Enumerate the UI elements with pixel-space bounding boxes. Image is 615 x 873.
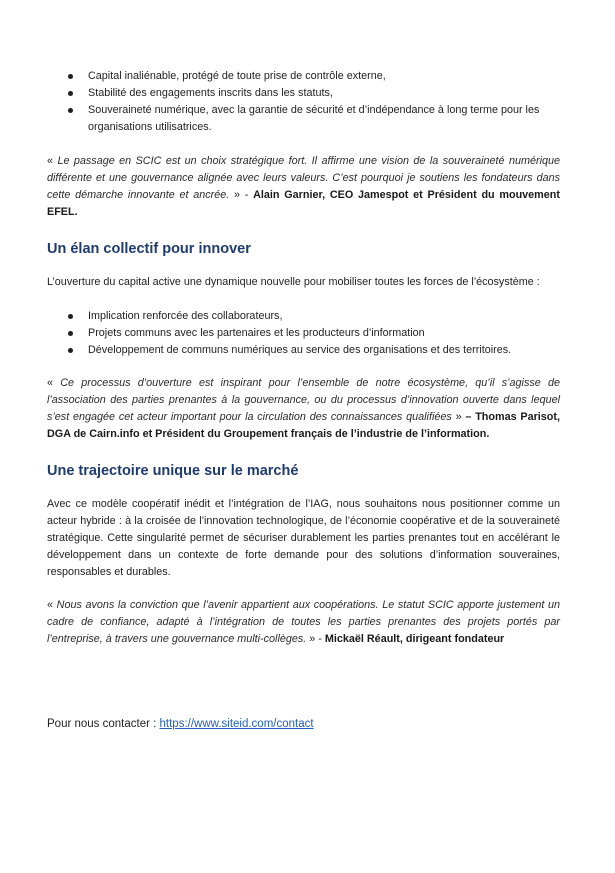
section-heading-trajectoire: Une trajectoire unique sur le marché (47, 463, 299, 479)
section-heading-elan: Un élan collectif pour innover (47, 241, 251, 257)
document-page (47, 68, 560, 733)
quote-author: Alain Garnier, CEO Jamespot et Président du mouvement EFEL. (47, 189, 560, 218)
list-dynamics (47, 308, 560, 359)
quote-text: Nous avons la conviction que l’avenir appartient aux coopérations. Le statut SCIC apporte justement un cadre de confiance, adapté à l’intégration de toutes les parties prenantes des projets portés par l’entreprise, à travers une gouvernance multi-collèges. (47, 599, 560, 645)
quote-author: – Thomas Parisot, DGA de Cairn.info et Président du Groupement français de l’industrie de l’information. (47, 411, 560, 440)
quote-parisot (47, 375, 560, 443)
contact-link[interactable]: https://www.siteid.com/contact (159, 718, 314, 730)
quote-open-mark: « (47, 155, 58, 167)
list-item: Implication renforcée des collaborateurs, (47, 308, 560, 325)
list-item: Développement de communs numériques au service des organisations et des territoires. (47, 342, 560, 359)
quote-open-mark: « (47, 377, 61, 389)
contact-label: Pour nous contacter : (47, 718, 160, 730)
quote-close-mark: » (451, 411, 466, 423)
list-benefits (47, 68, 560, 136)
quote-reault (47, 597, 560, 648)
list-item: Projets communs avec les partenaires et les producteurs d’information (47, 325, 560, 342)
list-item: Capital inaliénable, protégé de toute prise de contrôle externe, (47, 68, 560, 85)
quote-text: Le passage en SCIC est un choix stratégique fort. Il affirme une vision de la souveraineté numérique différente et une gouvernance alignée avec leurs valeurs. C’est pourquoi je soutiens les fondateurs dans cette démarche innovante et ancrée. (47, 155, 560, 201)
list-item: Stabilité des engagements inscrits dans les statuts, (47, 85, 560, 102)
quote-garnier (47, 153, 560, 221)
quote-text: Ce processus d’ouverture est inspirant pour l’ensemble de notre écosystème, qu’il s’agisse de l’association des parties prenantes à la gouvernance, ou du processus d’innovation ouverte dans lequel s’est engagée cet acteur important pour la circulation des connaissances qualifiées (47, 377, 560, 423)
quote-close-mark: » - (229, 189, 254, 201)
quote-author: Mickaël Réault, dirigeant fondateur (324, 633, 505, 645)
quote-close-mark: » - (306, 633, 325, 645)
contact-line (47, 716, 560, 733)
section-intro: L’ouverture du capital active une dynamique nouvelle pour mobiliser toutes les forces de l’écosystème : (47, 276, 540, 288)
section-paragraph: Avec ce modèle coopératif inédit et l’intégration de l’IAG, nous souhaitons nous positionner comme un acteur hybride : à la croisée de l’innovation technologique, de l’économie coopérative et de la souveraineté stratégique. Cette singularité permet de sécuriser durablement les parties prenantes tout en accélérant le développement dans un contexte de forte demande pour des solutions d’information souveraines, responsables et durables. (47, 498, 560, 578)
list-item: Souveraineté numérique, avec la garantie de sécurité et d’indépendance à long terme pour les organisations utilisatrices. (47, 102, 560, 136)
quote-open-mark: « (47, 599, 57, 611)
